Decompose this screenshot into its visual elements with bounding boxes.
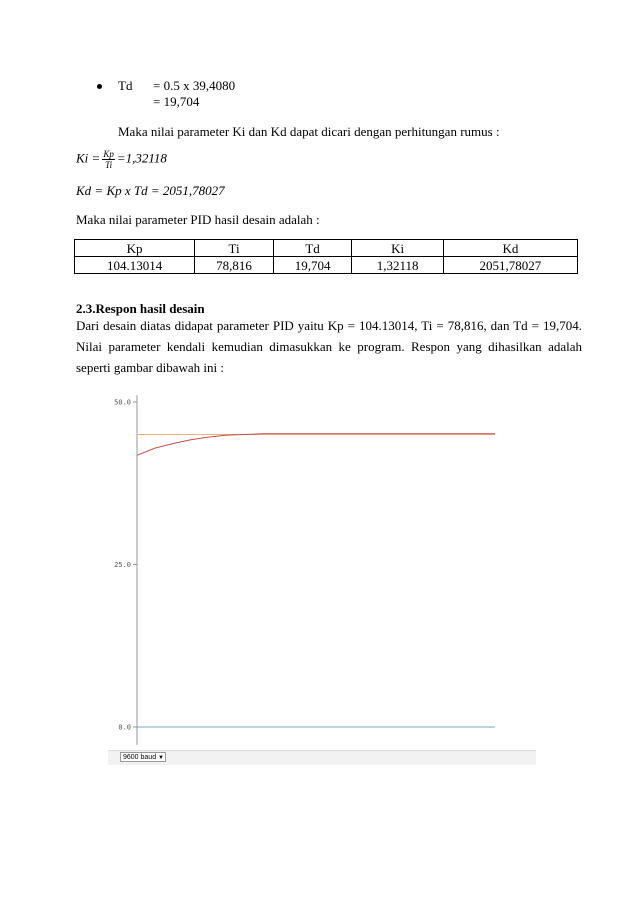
table-row [75, 257, 578, 274]
header-ti: Ti [195, 240, 274, 257]
ki-formula [76, 149, 167, 170]
pid-parameter-table [74, 239, 578, 274]
td-line2: = 19,704 [153, 94, 200, 109]
value-kp: 104.13014 [75, 257, 195, 274]
ki-rhs: =1,32118 [116, 150, 167, 166]
header-kd: Kd [443, 240, 577, 257]
y-tick-label: 0.0 [118, 723, 131, 732]
ki-lhs: Ki = [76, 150, 101, 166]
serial-plotter-statusbar [108, 750, 536, 765]
ki-numerator: Kp [103, 149, 114, 159]
table-header-row [75, 240, 578, 257]
ki-denominator: Ti [105, 160, 113, 170]
response-chart [108, 390, 536, 762]
header-td: Td [273, 240, 352, 257]
table-intro: Maka nilai parameter PID hasil desain adalah : [76, 212, 320, 227]
y-tick-label: 50.0 [114, 398, 131, 407]
y-tick-label: 25.0 [114, 561, 131, 569]
value-ki: 1,32118 [352, 257, 443, 274]
baud-rate-value: 9600 baud [123, 754, 157, 761]
header-kp: Kp [75, 240, 195, 257]
series-line-1 [137, 434, 495, 456]
kd-formula: Kd = Kp x Td = 2051,78027 [76, 183, 225, 198]
chevron-down-icon: ▼ [158, 755, 164, 761]
value-td: 19,704 [273, 257, 352, 274]
td-line1: = 0.5 x 39,4080 [153, 78, 236, 93]
series-layer [137, 434, 495, 727]
baud-rate-select[interactable] [120, 752, 166, 762]
ki-fraction [102, 149, 115, 170]
y-ticks [114, 399, 137, 732]
bullet-icon [97, 84, 102, 89]
value-ti: 78,816 [195, 257, 274, 274]
header-ki: Ki [352, 240, 443, 257]
value-kd: 2051,78027 [443, 257, 577, 274]
td-label: Td [118, 78, 133, 93]
section-heading: 2.3.Respon hasil desain [76, 301, 205, 316]
section-paragraph: Dari desain diatas didapat parameter PID yaitu Kp = 104.13014, Ti = 78,816, dan Td = 19,704. Nilai parameter kendali kemudian dimasukkan ke program. Respon yang dihasilkan adalah seperti gambar dibawah ini : [76, 318, 582, 375]
intro-text: Maka nilai parameter Ki dan Kd dapat dicari dengan perhitungan rumus : [118, 124, 500, 139]
